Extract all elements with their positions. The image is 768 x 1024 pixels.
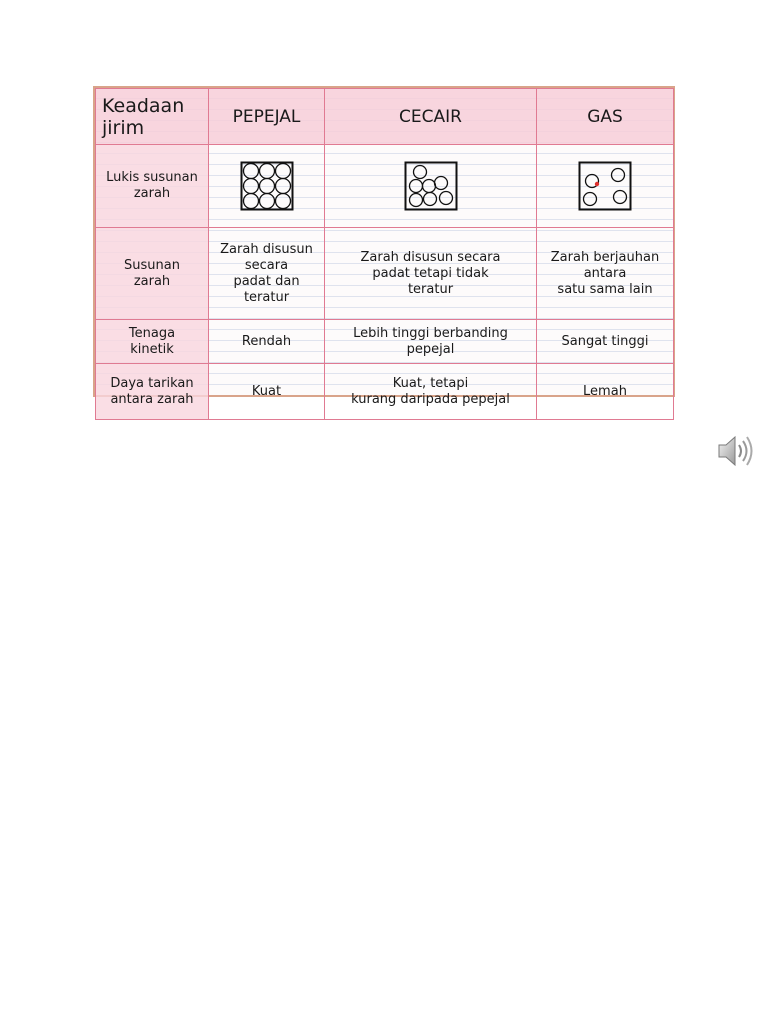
- cell-solid-arrangement: Zarah disusun secara padat dan teratur: [209, 228, 325, 320]
- column-header-pepejal: PEPEJAL: [209, 89, 325, 145]
- corner-header: Keadaan jirim: [96, 89, 209, 145]
- cell-liquid-arrangement: Zarah disusun secara padat tetapi tidak teratur: [325, 228, 537, 320]
- cell-liquid-drawing: [325, 145, 537, 228]
- table-row: [96, 364, 674, 420]
- row-label-arrangement: Susunan zarah: [96, 228, 209, 320]
- cell-gas-drawing: [537, 145, 674, 228]
- table-row: [96, 145, 674, 228]
- embedded-slide-image: [93, 86, 675, 407]
- cell-solid-attraction-force: Kuat: [209, 364, 325, 420]
- row-label-kinetic-energy: Tenaga kinetik: [96, 320, 209, 364]
- solid-particles-icon: [240, 161, 294, 211]
- cell-solid-drawing: [209, 145, 325, 228]
- gas-particles-icon: [578, 161, 632, 211]
- cell-liquid-kinetic-energy: Lebih tinggi berbanding pepejal: [325, 320, 537, 364]
- liquid-particles-icon: [404, 161, 458, 211]
- speaker-icon[interactable]: [715, 432, 757, 470]
- cell-liquid-attraction-force: Kuat, tetapi kurang daripada pepejal: [325, 364, 537, 420]
- states-of-matter-table: [95, 88, 674, 420]
- cell-gas-attraction-force: Lemah: [537, 364, 674, 420]
- row-label-attraction-force: Daya tarikan antara zarah: [96, 364, 209, 420]
- cell-gas-kinetic-energy: Sangat tinggi: [537, 320, 674, 364]
- cell-solid-kinetic-energy: Rendah: [209, 320, 325, 364]
- table-row: [96, 320, 674, 364]
- table-header-row: [96, 89, 674, 145]
- column-header-gas: GAS: [537, 89, 674, 145]
- cell-gas-arrangement: Zarah berjauhan antara satu sama lain: [537, 228, 674, 320]
- lined-paper-background: [95, 88, 673, 407]
- row-label-drawing: Lukis susunan zarah: [96, 145, 209, 228]
- column-header-cecair: CECAIR: [325, 89, 537, 145]
- table-row: [96, 228, 674, 320]
